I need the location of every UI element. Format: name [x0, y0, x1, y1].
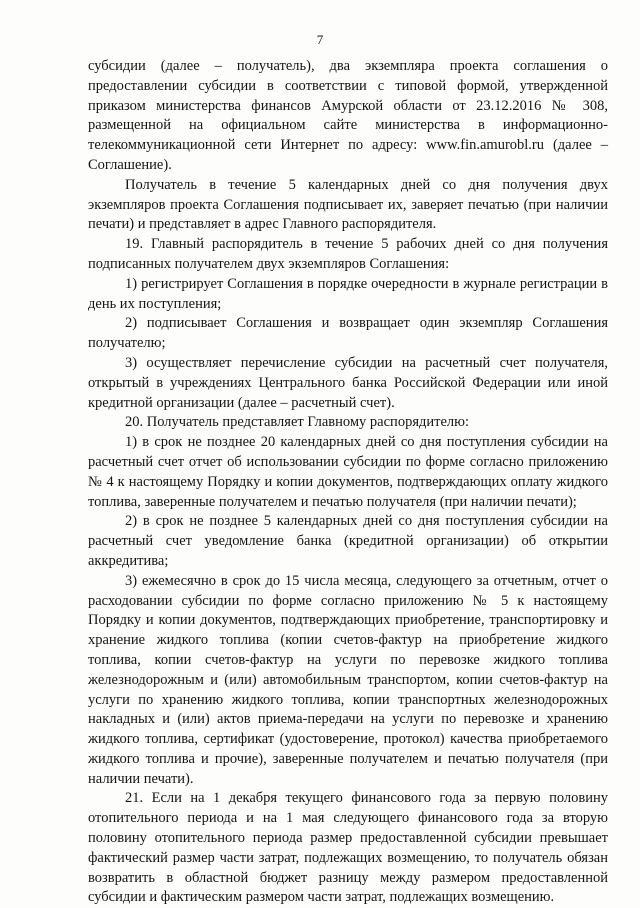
paragraph: 2) подписывает Соглашения и возвращает один экземпляр Соглашения получателю;: [88, 315, 608, 352]
paragraph: 20. Получатель представляет Главному распорядителю:: [125, 414, 469, 431]
paragraph: 1) регистрирует Соглашения в порядке очередности в журнале регистрации в день их поступления;: [88, 275, 608, 312]
paragraph: 19. Главный распорядитель в течение 5 рабочих дней со дня получения подписанных получателем двух экземпляров Соглашения:: [88, 236, 608, 272]
paragraph: 2) в срок не позднее 5 календарных дней со дня поступления субсидии на расчетный счет уведомление банка (кредитной организации) об открытии аккредитива;: [88, 513, 608, 569]
page-number: 7: [316, 32, 324, 47]
paragraph: Получатель в течение 5 календарных дней со дня получения двух экземпляров проекта Соглашения подписывает их, заверяет печатью (при наличии печати) и представляет в адрес Главного распорядителя.: [88, 176, 608, 233]
paragraph: 1) в срок не позднее 20 календарных дней со дня поступления субсидии на расчетный счет отчет об использовании субсидии по форме согласно приложению № 4 к настоящему Порядку и копии документов, подтверждающих оплату жидкого топлива, заверенные получателем и печатью получателя (при наличии печати);: [88, 434, 608, 510]
paragraph: 21. Если на 1 декабря текущего финансового года за первую половину отопительного периода и на 1 мая следующего финансового года за вторую половину отопительного периода размер предоставленной субсидии превышает фактический размер части затрат, подлежащих возмещению, то получатель обязан возвратить в областной бюджет разницу между размером предоставленной субсидии и фактическим размером части затрат, подлежащих возмещению.: [88, 790, 608, 906]
paragraph: 3) осуществляет перечисление субсидии на расчетный счет получателя, открытый в учреждениях Центрального банка Российской Федерации или иной кредитной организации (далее – расчетный счет).: [88, 354, 608, 411]
paragraph: 3) ежемесячно в срок до 15 числа месяца, следующего за отчетным, отчет о расходовании субсидии по форме согласно приложению № 5 к настоящему Порядку и копии документов, подтверждающих приобретение, транспортировку и хранение жидкого топлива (копии счетов-фактур на приобретение жидкого топлива, копии счетов-фактур на услуги по перевозке жидкого топлива железнодорожным и (или) автомобильным транспортом, копии счетов-фактур на услуги по хранению жидкого топлива, копии транспортных железнодорожных накладных и (или) актов приема-передачи на услуги по перевозке и хранению жидкого топлива, сертификат (удостоверение, протокол) качества приобретаемого жидкого топлива и прочие), заверенные получателем и печатью получателя (при наличии печати).: [88, 572, 608, 787]
paragraph: субсидии (далее – получатель), два экземпляра проекта соглашения о предоставлении субсидии в соответствии с типовой формой, утвержденной приказом министерства финансов Амурской области от 23.12.2016 № 308, размещенной на официальном сайте министерства в информационно-телекоммуникационной сети Интернет по адресу: www.fin.amurobl.ru (далее – Соглашение).: [88, 58, 608, 173]
document-body: [88, 57, 608, 908]
